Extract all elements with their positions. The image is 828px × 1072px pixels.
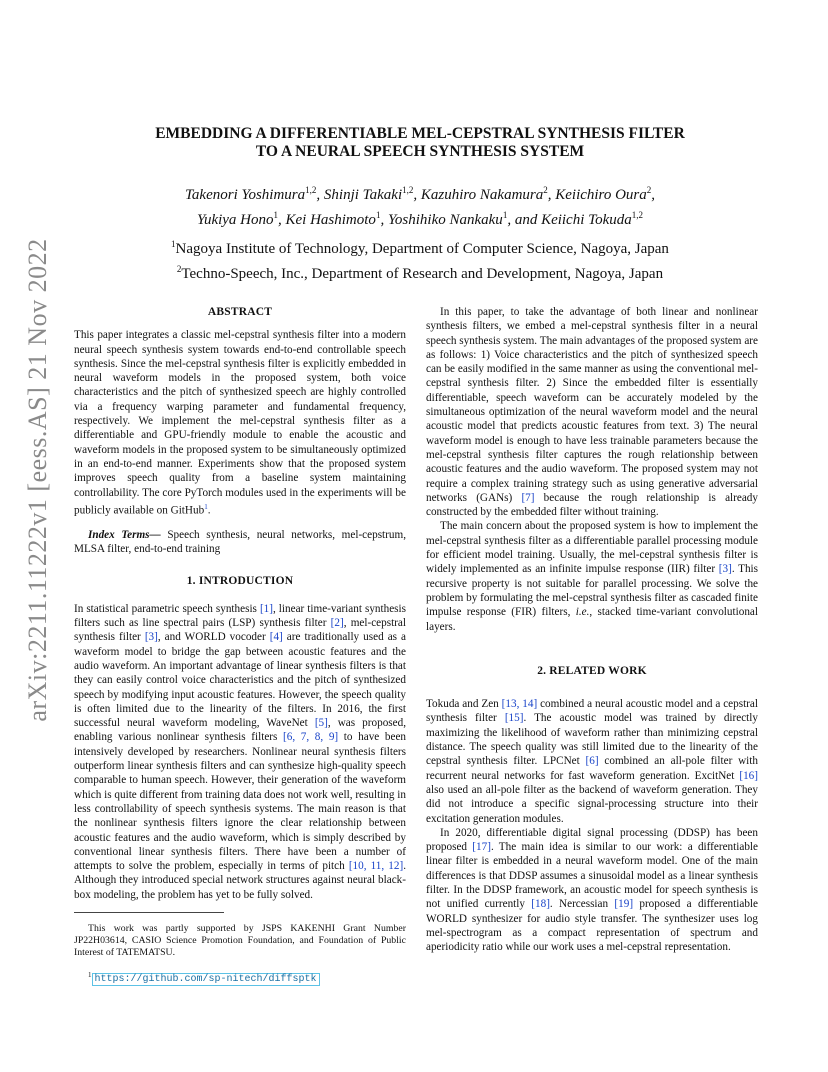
body-text: also used an all-pole filter as the backend of waveform generation. They did not introduce a specific signal-processing structure into their excitation generation modules. <box>426 783 758 825</box>
citation-link[interactable]: [6, 7, 8, 9] <box>283 731 339 744</box>
abstract-body: This paper integrates a classic mel-cepstral synthesis filter into a modern neural speech synthesis system towards end-to-end controllable speech synthesis. Since the mel-cepstral synthesis filter is explicitly embedded in neural waveform models in the proposed system, both voice characteristics and the pitch of synthesized speech are highly controlled via a frequency warping parameter and fundamental frequency, respectively. We implement the mel-cepstral synthesis filter as a differentiable and GPU-friendly module to enable the acoustic and waveform models in the proposed system to be simultaneously optimized in an end-to-end manner. Experiments show that the proposed system improves speech quality from a baseline system maintaining controllability. The core PyTorch modules used in the experiments will be publicly available on GitHub$^1$. <box>74 329 406 517</box>
intro-paragraph-proposal <box>426 305 758 519</box>
body-text: In 2020, differentiable digital signal processing (DDSP) has been proposed <box>426 826 758 854</box>
author-separator: , <box>413 187 421 203</box>
abstract-text: This paper integrates a classic mel-cepstral synthesis filter into a modern neural speech synthesis system towards end-to-end controllable speech synthesis. Since the mel-cepstral synthesis filter is explicitly embedded in neural waveform models in the proposed system, both voice characteristics and the pitch of synthesized speech are highly controlled via a frequency warping parameter and fundamental frequency, respectively. We implement the mel-cepstral synthesis filter as a differentiable and GPU-friendly module to enable the acoustic and waveform models in the proposed system to be simultaneously optimized in an end-to-end manner. Experiments show that the proposed system improves speech quality from a baseline system maintaining controllability. The core PyTorch modules used in the experiments will be publicly available on GitHub <box>74 329 406 517</box>
body-text: . This recursive property is not suitable for parallel processing. We solve the problem by formulating the mel-cepstral synthesis filter as cascaded finite impulse response (FIR) filters, <box>426 563 759 619</box>
author-name: Yoshihiko Nankaku <box>387 212 503 228</box>
citation-link[interactable]: [18] <box>531 898 550 911</box>
citation-link[interactable]: [19] <box>614 898 634 911</box>
paper-title <box>120 125 720 161</box>
github-url-link[interactable]: https://github.com/sp-nitech/diffsptk <box>92 973 320 986</box>
abstract-heading: ABSTRACT <box>207 306 273 318</box>
body-text: , stacked time-variant convolutional layers. <box>426 606 758 633</box>
author-affil-mark: 1,2 <box>305 185 317 195</box>
body-text: In this paper, to take the advantage of both linear and nonlinear synthesis filters, we embed a mel-cepstral synthesis filter in a neural speech synthesis system. The main advantages of the proposed system are as follows: 1) Voice characteristics and the pitch of synthesized speech can be easily modified in the same manner as using the conventional mel-cepstral synthesis filter. 2) Since the embedded filter is essentially differentiable, speech waveform can be accurately modeled by the simultaneous optimization of the neural waveform model and the neural acoustic model that predicts acoustic features from text. 3) The neural waveform model is enough to have less trainable parameters because the mel-cepstral synthesis filter captures the rough relationship between acoustic features and the audio waveform. The proposed system may not require a complex training strategy such as using generative adversarial networks (GANs) <box>426 306 758 504</box>
author-name: Kazuhiro Nakamura <box>420 187 544 203</box>
body-text: because the rough relationship is already constructed by the embedded filter without training. <box>426 491 758 519</box>
affiliation-2 <box>100 259 740 284</box>
index-terms <box>74 528 406 557</box>
intro-paragraph-concern <box>426 519 758 633</box>
intro-text: . Although they introduced special network structures against neural black-box modeling, the problem has yet to be fully solved. <box>74 860 406 901</box>
author-affil-mark: 2 <box>646 185 652 195</box>
author-name: Keiichi Tokuda <box>541 212 632 228</box>
title-line-2: TO A NEURAL SPEECH SYNTHESIS SYSTEM <box>255 143 585 160</box>
affiliations <box>100 234 740 284</box>
author-separator: , and <box>507 212 542 228</box>
intro-text: , mel-cepstral synthesis filter <box>74 617 406 644</box>
author-name: Shinji Takaki <box>323 187 403 203</box>
funding-footnote: This work was partly supported by JSPS KAKENHI Grant Number JP22H03614, CASIO Science Promotion Foundation, and Foundation of Public Interest of TATEMATSU. <box>74 922 406 958</box>
right-column <box>426 305 758 954</box>
authors-line-1 <box>100 180 740 205</box>
body-text: i.e. <box>575 606 590 619</box>
index-terms-text: Speech synthesis, neural networks, mel-cepstrum, MLSA filter, end-to-end training <box>74 528 406 556</box>
citation-link[interactable]: [17] <box>472 841 491 854</box>
affiliation-1 <box>100 234 740 259</box>
footnote-mark: 1 <box>88 970 92 979</box>
affil-mark: 2 <box>176 264 182 274</box>
related-work-paragraph-1 <box>426 697 758 826</box>
citation-link[interactable]: [6] <box>585 755 599 768</box>
intro-text: are traditionally used as a waveform model to bridge the gap between acoustic features and the audio waveform. An important advantage of linear synthesis filters is that they can easily control voice characteristics and the pitch of synthesized speech by modifying input acoustic features. However, the speech quality is often limited due to the linearity of the filters. In 2016, the first successful neural waveform modeling, WaveNet <box>74 631 406 730</box>
intro-text: , linear time-variant synthesis filters such as line spectral pairs (LSP) synthesis filter <box>74 602 406 630</box>
author-name: Yukiya Hono <box>196 212 274 228</box>
citation-link[interactable]: [15] <box>504 712 524 725</box>
body-text: . The main idea is similar to our work: a differentiable linear filter is embedded in a neural waveform model. One of the main differences is that DDSP assumes a sinusoidal model as a linear synthesis filter. In the DDSP framework, an acoustic model for speech synthesis is not unified currently <box>426 841 758 911</box>
body-text: combined an all-pole filter with recurrent neural networks for fast waveform generation. ExcitNet <box>426 755 758 782</box>
author-affil-mark: 1,2 <box>402 185 414 195</box>
citation-link[interactable]: [7] <box>521 491 535 504</box>
title-line-1: EMBEDDING A DIFFERENTIABLE MEL-CEPSTRAL SYNTHESIS FILTER <box>155 125 685 142</box>
citation-link[interactable]: [5] <box>314 717 328 730</box>
author-separator: , <box>316 187 324 203</box>
footnote-divider <box>74 912 224 913</box>
arxiv-identifier: arXiv:2211.11222v1 [eess.AS] 21 Nov 2022 <box>23 238 52 722</box>
body-text: . The acoustic model was trained by directly maximizing the likelihood of waveform rather than minimizing cepstral distance. The speech quality was still limited due to the linearity of the cepstral synthesis filter. LPCNet <box>426 712 758 768</box>
affil-mark: 1 <box>171 239 176 249</box>
related-work-heading: 2. RELATED WORK <box>537 664 647 677</box>
citation-link[interactable]: [3] <box>718 563 732 576</box>
intro-text: , and WORLD vocoder <box>157 631 270 644</box>
citation-link[interactable]: [4] <box>269 631 283 644</box>
author-separator: , <box>278 212 286 228</box>
introduction-body <box>74 602 406 902</box>
intro-text: , was proposed, enabling various nonlinear synthesis filters <box>74 717 406 744</box>
authors-line-2 <box>100 205 740 230</box>
author-name: Keiichiro Oura <box>555 187 647 203</box>
author-affil-mark: 1 <box>375 210 381 220</box>
introduction-heading: 1. INTRODUCTION <box>186 575 294 588</box>
related-work-paragraph-2 <box>426 826 758 955</box>
author-name: Takenori Yoshimura <box>184 187 306 203</box>
body-text: The main concern about the proposed system is how to implement the mel-cepstral synthesis filter as a differentiable parallel processing module for efficient model training. Usually, the mel-cepstral synthesis filter is widely implemented as an infinite impulse response (IIR) filter <box>426 520 758 576</box>
author-separator: , <box>547 187 556 203</box>
body-text: Tokuda and Zen <box>426 698 502 711</box>
arxiv-sidebar <box>18 238 58 722</box>
github-footnote <box>74 969 406 986</box>
author-separator: , <box>380 212 388 228</box>
author-affil-mark: 1 <box>273 210 279 220</box>
author-affil-mark: 1 <box>502 210 508 220</box>
intro-text: to have been intensively developed by researchers. Nonlinear neural synthesis filters outperform linear synthesis filters and can synthesize high-quality speech comparable to human speech. However, their generation of the waveform which is quite different from training data does not work well, resulting in less controllability of speech synthesis systems. The main reason is that the nonlinear synthesis filters ignore the clear relationship between acoustic features and the audio waveform, which is simply described by conventional linear synthesis filters. There have been a number of attempts to solve the problem, especially in terms of pitch <box>74 731 407 873</box>
affiliation-text: Techno-Speech, Inc., Department of Research and Development, Nagoya, Japan <box>181 266 664 282</box>
intro-text: In statistical parametric speech synthesis <box>74 602 260 615</box>
citation-link[interactable]: [3] <box>144 631 158 644</box>
author-name: Kei Hashimoto <box>285 212 376 228</box>
body-text: proposed a differentiable WORLD synthesizer for audio style transfer. The synthesizer uses log mel-spectrogram as a compact representation of spectrum and aperiodicity ratio while our work uses a mel-cepstral representation. <box>426 898 758 954</box>
index-terms-label: Index Terms— <box>88 528 161 541</box>
citation-link[interactable]: [2] <box>330 617 344 630</box>
citation-link[interactable]: [16] <box>739 769 758 782</box>
affiliation-text: Nagoya Institute of Technology, Department of Computer Science, Nagoya, Japan <box>175 241 669 257</box>
author-affil-mark: 2 <box>543 185 548 195</box>
left-column <box>74 305 406 996</box>
author-separator: , <box>651 187 656 203</box>
author-list <box>100 180 740 230</box>
footnote-ref[interactable]: 1 <box>204 502 208 511</box>
citation-link[interactable]: [1] <box>259 602 273 615</box>
citation-link[interactable]: [10, 11, 12] <box>348 860 404 873</box>
author-affil-mark: 1,2 <box>631 210 644 220</box>
body-text: . Nercessian <box>549 898 615 911</box>
body-text: combined a neural acoustic model and a cepstral synthesis filter <box>426 698 758 725</box>
citation-link[interactable]: [13, 14] <box>501 698 538 711</box>
